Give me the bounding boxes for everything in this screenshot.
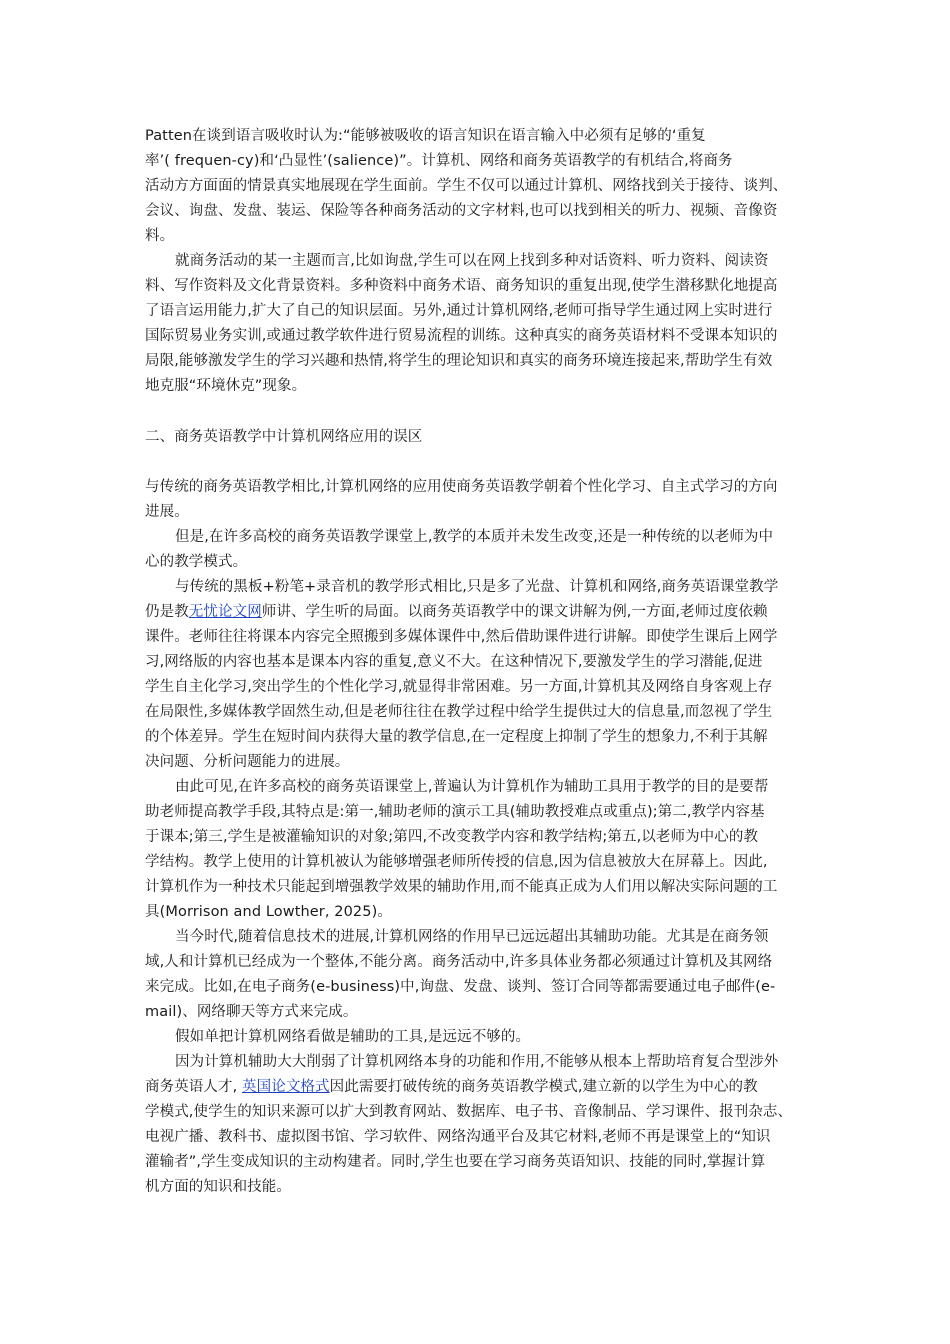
text-line: 的个体差异。学生在短时间内获得大量的教学信息,在一定程度上抑制了学生的想象力,不利于其解	[145, 729, 768, 745]
text-line: 因为计算机辅助大大削弱了计算机网络本身的功能和作用,不能够从根本上帮助培育复合型涉外	[175, 1054, 779, 1070]
text-line: 电视广播、教科书、虚拟图书馆、学习软件、网络沟通平台及其它材料,老师不再是课堂上的“知识	[145, 1129, 771, 1145]
text-line: 计算机作为一种技术只能起到增强教学效果的辅助作用,而不能真正成为人们用以解决实际问题的工	[145, 879, 778, 895]
text-line: 但是,在许多高校的商务英语教学课堂上,教学的本质并未发生改变,还是一种传统的以老师为中	[175, 529, 774, 545]
text-line: 域,人和计算机已经成为一个整体,不能分离。商务活动中,许多具体业务都必须通过计算机及其网络	[145, 954, 773, 970]
text-line: 来完成。比如,在电子商务(e-business)中,询盘、发盘、谈判、签订合同等都需要通过电子邮件(e-	[145, 979, 776, 995]
text-run: 师讲、学生听的局面。以商务英语教学中的课文讲解为例,一方面,老师过度依赖	[261, 604, 768, 620]
text-line: 助老师提高教学手段,其特点是:第一,辅助老师的演示工具(辅助教授难点或重点);第二,教学内容基	[145, 804, 765, 820]
text-line: 料。	[145, 228, 175, 244]
yingguo-lunwen-link[interactable]: 英国论文格式	[242, 1079, 330, 1095]
text-line: 当今时代,随着信息技术的进展,计算机网络的作用早已远远超出其辅助功能。尤其是在商务领	[175, 929, 769, 945]
text-line: 学结构。教学上使用的计算机被认为能够增强老师所传授的信息,因为信息被放大在屏幕上。因此,	[145, 854, 768, 870]
text-line: 由此可见,在许多高校的商务英语课堂上,普遍认为计算机作为辅助工具用于教学的目的是要帮	[175, 779, 769, 795]
text-line: 会议、询盘、发盘、装运、保险等各种商务活动的文字材料,也可以找到相关的听力、视频、音像资	[145, 203, 778, 219]
text-line	[145, 1077, 758, 1097]
text-run: 仍是教	[145, 604, 189, 620]
text-line: 灌输者”,学生变成知识的主动构建者。同时,学生也要在学习商务英语知识、技能的同时,掌握计算	[145, 1154, 766, 1170]
text-line: 假如单把计算机网络看做是辅助的工具,是远远不够的。	[175, 1029, 531, 1045]
text-line: 决问题、分析问题能力的进展。	[145, 754, 350, 770]
text-line: Patten在谈到语言吸收时认为:“能够被吸收的语言知识在语言输入中必须有足够的‘重复	[145, 128, 706, 144]
text-line: 料、写作资料及文化背景资料。多种资料中商务术语、商务知识的重复出现,使学生潜移默化地提高	[145, 278, 778, 294]
text-line: 心的教学模式。	[145, 554, 248, 570]
text-line: 在局限性,多媒体教学固然生动,但是老师往往在教学过程中给学生提供过大的信息量,而忽视了学生	[145, 704, 773, 720]
text-line: 学生自主化学习,突出学生的个性化学习,就显得非常困难。另一方面,计算机其及网络自身客观上存	[145, 679, 773, 695]
text-line: mail)、网络聊天等方式来完成。	[145, 1004, 358, 1020]
text-line: 具(Morrison and Lowther, 2025)。	[145, 904, 392, 920]
text-line: 活动方方面面的情景真实地展现在学生面前。学生不仅可以通过计算机、网络找到关于接待、谈判、	[145, 178, 788, 194]
text-line: 局限,能够激发学生的学习兴趣和热情,将学生的理论知识和真实的商务环境连接起来,帮助学生有效	[145, 353, 773, 369]
text-line: 了语言运用能力,扩大了自己的知识层面。另外,通过计算机网络,老师可指导学生通过网上实时进行	[145, 303, 773, 319]
text-line	[145, 602, 768, 622]
wuyou-lunwen-link[interactable]: 无忧论文网	[188, 604, 262, 620]
text-line: 就商务活动的某一主题而言,比如询盘,学生可以在网上找到多种对话资料、听力资料、阅读资	[175, 253, 769, 269]
text-line: 国际贸易业务实训,或通过教学软件进行贸易流程的训练。这种真实的商务英语材料不受课本知识的	[145, 328, 778, 344]
text-run: 商务英语人才,	[145, 1079, 238, 1095]
text-line: 地克服“环境休克”现象。	[145, 378, 307, 394]
text-line: 学模式,使学生的知识来源可以扩大到教育网站、数据库、电子书、音像制品、学习课件、报刊杂志、	[145, 1104, 793, 1120]
section-heading: 二、商务英语教学中计算机网络应用的误区	[145, 429, 423, 445]
text-line: 与传统的商务英语教学相比,计算机网络的应用使商务英语教学朝着个性化学习、自主式学习的方向	[145, 479, 778, 495]
text-line: 进展。	[145, 504, 189, 520]
text-run: 因此需要打破传统的商务英语教学模式,建立新的以学生为中心的教	[329, 1079, 758, 1095]
text-line: 率’( frequen-cy)和‘凸显性’(salience)”。计算机、网络和商务英语教学的有机结合,将商务	[145, 153, 733, 169]
text-line: 课件。老师往往将课本内容完全照搬到多媒体课件中,然后借助课件进行讲解。即使学生课后上网学	[145, 629, 778, 645]
text-line: 机方面的知识和技能。	[145, 1179, 291, 1195]
text-line: 于课本;第三,学生是被灌输知识的对象;第四,不改变教学内容和教学结构;第五,以老师为中心的教	[145, 829, 759, 845]
text-line: 习,网络版的内容也基本是课本内容的重复,意义不大。在这种情况下,要激发学生的学习潜能,促进	[145, 654, 763, 670]
text-line: 与传统的黑板+粉笔+录音机的教学形式相比,只是多了光盘、计算机和网络,商务英语课堂教学	[175, 579, 779, 595]
